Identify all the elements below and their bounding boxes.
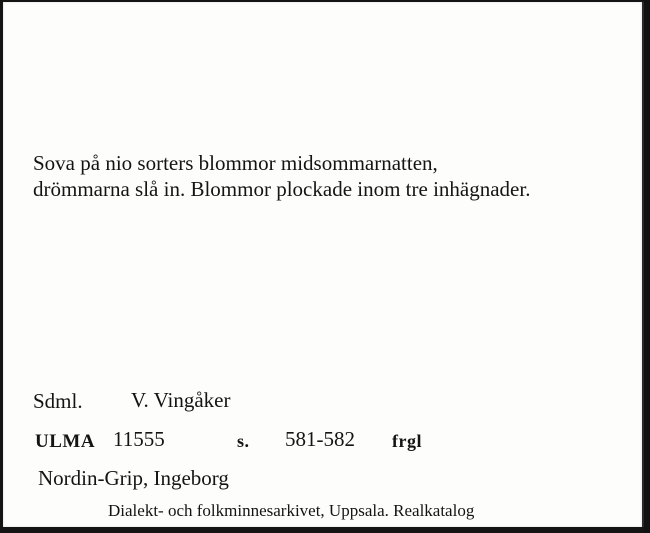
collector-name: Nordin-Grip, Ingeborg: [38, 466, 229, 490]
card-main-text: [33, 150, 530, 202]
card-text-line-1: Sova på nio sorters blommor midsommarnatten,: [33, 151, 438, 175]
card-text-line-2: drömmarna slå in. Blommor plockade inom tre inhägnader.: [33, 177, 531, 201]
category-code: frgl: [392, 431, 422, 451]
province-label: Sdml.: [33, 389, 83, 413]
card-edge-shadow: [644, 0, 650, 533]
parish-label: V. Vingåker: [131, 388, 231, 412]
page-prefix: s.: [237, 431, 250, 451]
archive-label: ULMA: [35, 431, 96, 452]
page-range: 581-582: [285, 427, 355, 451]
card-footer: Dialekt- och folkminnesarkivet, Uppsala. Realkatalog: [108, 501, 475, 520]
record-number: 11555: [113, 427, 165, 451]
